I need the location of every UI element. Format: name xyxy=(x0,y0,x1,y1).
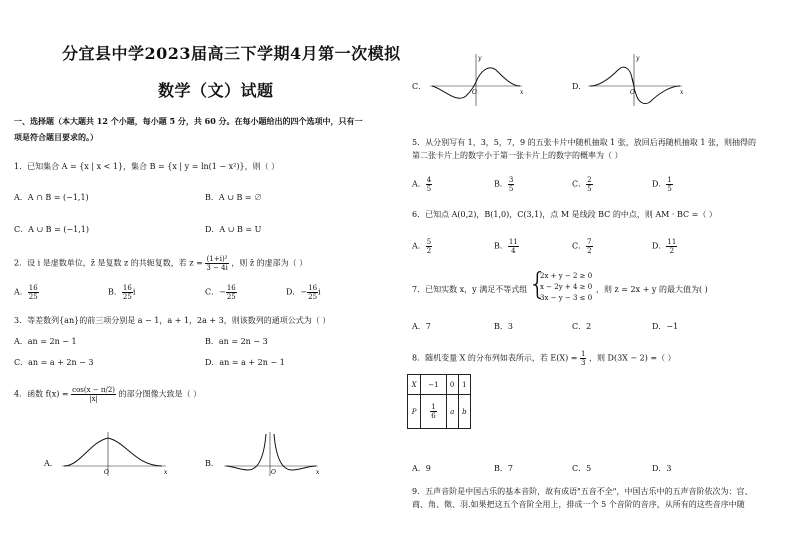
q8-cell-p: P xyxy=(408,395,421,429)
page-title: 分宜县中学2023届高三下学期4月第一次模拟 xyxy=(62,44,401,63)
q2-frac-num: (1+i)² xyxy=(206,255,228,263)
q3-option-d[interactable]: D．an = a + 2n − 1 xyxy=(205,358,285,367)
q5-b-prefix: B． xyxy=(494,179,508,189)
q4-fx: f(x) = xyxy=(45,389,69,399)
q2-option-b[interactable] xyxy=(108,284,135,301)
q8-stem-end: ，则 D(3X − 2) =（ ） xyxy=(589,353,676,363)
q4-c-origin: O xyxy=(472,89,477,96)
q2-c-num: 16 xyxy=(226,284,236,292)
q8-cell-p1 xyxy=(421,395,446,429)
q6-b-num: 11 xyxy=(508,238,518,246)
q6-option-a[interactable] xyxy=(412,238,432,255)
q2-frac-den: 3 − 4i xyxy=(206,264,228,272)
q5-stem-line2: 第二张卡片上的数字小于第一张卡片上的数字的概率为（ ） xyxy=(412,151,623,160)
q2-d-suffix: i xyxy=(318,287,321,297)
q5-b-num: 3 xyxy=(508,176,514,184)
q7-option-a[interactable]: A．7 xyxy=(412,322,431,331)
q6-b-den: 4 xyxy=(511,247,516,255)
q5-a-den: 5 xyxy=(426,185,432,193)
q6-c-num: 7 xyxy=(587,238,592,246)
q4-c-y-label: y xyxy=(478,55,482,62)
q6-b-prefix: B． xyxy=(494,241,508,251)
q6-a-prefix: A． xyxy=(412,241,426,251)
q8-option-b[interactable]: B．7 xyxy=(494,464,513,473)
q2-stem xyxy=(14,255,307,272)
q5-c-prefix: C． xyxy=(572,179,587,189)
q4-a-x-label: x xyxy=(164,469,168,476)
q6-option-c[interactable] xyxy=(572,238,593,255)
q1-stem: 1．已知集合 A = {x | x < 1}，集合 B = {x | y = ln(1 − x²)}，则（ ） xyxy=(14,162,280,171)
q8-cell-0: 0 xyxy=(446,375,458,395)
q7-brace: { xyxy=(528,267,548,302)
q9-stem-line2: 商、角、徵、羽.如果把这五个音阶全用上，排成一个 5 个音阶的音序，从所有的这些音序中随 xyxy=(412,500,745,509)
q5-c-den: 5 xyxy=(587,185,592,193)
q8-p1-num: 1 xyxy=(431,403,436,411)
q2-c-prefix: C．− xyxy=(205,287,226,297)
q3-stem: 3．等差数列{an}的前三项分别是 a − 1，a + 1，2a + 3，则该数列的通项公式为（ ） xyxy=(14,316,331,325)
q6-option-d[interactable] xyxy=(652,238,677,255)
q7-ineq-3: 3x − y − 3 ≤ 0 xyxy=(540,294,593,302)
q2-d-prefix: D．− xyxy=(286,287,308,297)
q4-stem-end: 的部分图像大致是（ ） xyxy=(118,389,202,399)
q5-a-num: 4 xyxy=(426,176,432,184)
q4-graph-c[interactable] xyxy=(428,52,528,108)
q1-option-a[interactable]: A．A ∩ B = (−1,1) xyxy=(14,193,89,202)
q2-fraction xyxy=(205,255,228,272)
q4-b-x-label: x xyxy=(316,469,320,476)
q4-num: cos(x − π/2) xyxy=(72,386,116,394)
q8-option-d[interactable]: D．3 xyxy=(652,464,672,473)
q3-option-a[interactable]: A．an = 2n − 1 xyxy=(14,337,77,346)
q4-option-b[interactable]: B． xyxy=(205,459,219,468)
q2-option-c[interactable] xyxy=(205,284,237,301)
q5-d-prefix: D． xyxy=(652,179,667,189)
q5-option-b[interactable] xyxy=(494,176,514,193)
q2-b-prefix: B． xyxy=(108,287,122,297)
q1-option-b[interactable]: B．A ∪ B = ∅ xyxy=(205,193,263,202)
q7-option-c[interactable]: C．2 xyxy=(572,322,592,331)
q4-den: |x| xyxy=(89,395,98,403)
q2-stem-start: 2．设 i 是虚数单位，z̄ 是复数 z 的共轭复数，若 z = xyxy=(14,258,203,268)
q4-stem xyxy=(14,386,201,403)
q5-option-c[interactable] xyxy=(572,176,593,193)
q8-option-c[interactable]: C．5 xyxy=(572,464,592,473)
q8-cell-a: a xyxy=(446,395,458,429)
q4-option-d[interactable]: D． xyxy=(572,82,587,91)
q4-d-origin: O xyxy=(630,89,635,96)
q5-c-num: 2 xyxy=(587,176,592,184)
q8-e-den: 3 xyxy=(580,359,586,367)
q4-graph-d[interactable] xyxy=(586,52,686,108)
q6-d-prefix: D． xyxy=(652,241,667,251)
q6-a-den: 2 xyxy=(426,247,432,255)
q4-graph-b[interactable] xyxy=(222,430,322,478)
q3-option-c[interactable]: C．an = a + 2n − 3 xyxy=(14,358,94,367)
q7-ineq-1: 2x + y − 2 ≥ 0 xyxy=(540,272,593,280)
q5-a-prefix: A． xyxy=(412,179,426,189)
page-subtitle: 数学（文）试题 xyxy=(158,81,274,100)
q4-option-a[interactable]: A． xyxy=(44,459,58,468)
q8-e-num: 1 xyxy=(580,350,586,358)
q4-a-origin: O xyxy=(104,469,109,476)
q1-option-c[interactable]: C．A ∪ B = (−1,1) xyxy=(14,225,90,234)
q8-cell-neg1: −1 xyxy=(421,375,446,395)
q7-ineq-2: x − 2y + 4 ≥ 0 xyxy=(540,283,593,291)
section-heading-cont: 项是符合题目要求的。） xyxy=(14,132,98,142)
q6-c-den: 2 xyxy=(587,247,592,255)
section-heading: 一、选择题（本大题共 12 个小题，每小题 5 分，共 60 分。在每小题给出的四个选项中，只有一 xyxy=(14,116,363,126)
q9-stem-line1: 9．五声音阶是中国古乐的基本音阶，故有成语"五音不全"，中国古乐中的五声音阶依次为：宫、 xyxy=(412,487,753,496)
q2-b-den: 25 xyxy=(122,293,132,301)
q2-c-den: 25 xyxy=(226,293,236,301)
q8-distribution-table xyxy=(407,374,471,429)
q2-a-num: 16 xyxy=(28,284,38,292)
q8-cell-b: b xyxy=(458,395,470,429)
q2-b-suffix: i xyxy=(132,287,136,297)
q5-d-num: 1 xyxy=(667,176,672,184)
q4-d-y-label: y xyxy=(636,55,640,62)
q8-cell-x: X xyxy=(408,375,421,395)
q4-stem-start: 4．函数 xyxy=(14,389,44,399)
q5-b-den: 5 xyxy=(508,185,514,193)
q2-stem-end: ，则 z̄ 的虚部为（ ） xyxy=(231,258,308,268)
q4-graph-a[interactable] xyxy=(60,430,170,478)
q5-option-a[interactable] xyxy=(412,176,432,193)
q8-stem xyxy=(412,350,676,367)
q3-option-b[interactable]: B．an = 2n − 3 xyxy=(205,337,268,346)
q1-option-d[interactable]: D．A ∪ B = U xyxy=(205,225,262,234)
q6-stem: 6．已知点 A(0,2)，B(1,0)，C(3,1)，点 M 是线段 BC 的中点，则 AM · BC =（ ） xyxy=(412,210,717,219)
q6-c-prefix: C． xyxy=(572,241,587,251)
q5-option-d[interactable] xyxy=(652,176,673,193)
q2-a-den: 25 xyxy=(28,293,38,301)
q2-option-d[interactable] xyxy=(286,284,321,301)
q8-option-a[interactable]: A．9 xyxy=(412,464,431,473)
q2-d-num: 16 xyxy=(308,284,318,292)
q4-fraction xyxy=(71,386,116,403)
q8-p1-den: 6 xyxy=(431,412,436,420)
q7-stem-end: ，则 z = 2x + y 的最大值为( ) xyxy=(596,285,708,294)
q2-d-den: 25 xyxy=(308,293,318,301)
q6-d-den: 2 xyxy=(669,247,675,255)
q7-option-b[interactable]: B．3 xyxy=(494,322,513,331)
q8-stem-start: 8．随机变量 X 的分布列如表所示，若 E(X) = xyxy=(412,353,578,363)
q6-d-num: 11 xyxy=(667,238,677,246)
q7-system xyxy=(540,271,592,304)
q2-a-prefix: A． xyxy=(14,287,28,297)
q4-d-x-label: x xyxy=(680,89,684,96)
q7-stem-start: 7．已知实数 x，y 满足不等式组 xyxy=(412,285,528,294)
q5-stem-line1: 5．从分别写有 1，3，5，7，9 的五张卡片中随机抽取 1 张，放回后再随机抽取 1 张，则抽得的 xyxy=(412,138,756,147)
q2-option-a[interactable] xyxy=(14,284,39,301)
q7-option-d[interactable]: D．−1 xyxy=(652,322,679,331)
q8-cell-1: 1 xyxy=(458,375,470,395)
q4-c-x-label: x xyxy=(520,89,524,96)
q6-option-b[interactable] xyxy=(494,238,519,255)
q4-option-c[interactable]: C． xyxy=(412,82,427,91)
q5-d-den: 5 xyxy=(667,185,672,193)
q4-b-origin: O xyxy=(271,469,276,476)
q2-b-num: 16 xyxy=(122,284,132,292)
q6-a-num: 5 xyxy=(426,238,432,246)
